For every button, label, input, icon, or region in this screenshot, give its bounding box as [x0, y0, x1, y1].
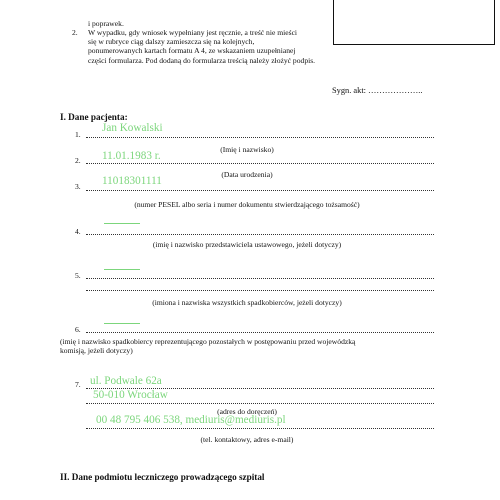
contact-value[interactable]: 00 48 795 406 538, mediuris@mediuris.pl [96, 414, 286, 426]
field7-number: 7. [75, 380, 81, 389]
pesel-value[interactable]: 11018301111 [102, 175, 162, 187]
instruction-item1-tail: i poprawek. [88, 19, 124, 28]
patient-name-value[interactable]: Jan Kowalski [102, 122, 163, 134]
field5-line2[interactable] [86, 290, 434, 291]
field7-caption: (adres do doręczeń) [217, 407, 277, 416]
instruction-item2-number: 2. [72, 28, 78, 37]
birth-date-value[interactable]: 11.01.1983 r. [102, 150, 161, 162]
field7-line3 [86, 428, 434, 429]
field5-ink-mark [104, 269, 140, 270]
field4-number: 4. [75, 227, 81, 236]
field6-caption-line1: (imię i nazwisko spadkobiercy reprezentującego pozostałych w postępowaniu przed wojewódzką [60, 337, 356, 346]
field4-caption: (imię i nazwisko przedstawiciela ustawowego, jeżeli dotyczy) [152, 240, 342, 249]
section2-title: II. Dane podmiotu leczniczego prowadzącego szpital [60, 472, 265, 482]
field5-number: 5. [75, 271, 81, 280]
field3-line [86, 190, 434, 191]
field6-caption-line2: komisją, jeżeli dotyczy) [60, 346, 133, 355]
form-header-box [333, 0, 495, 45]
address-line1-value[interactable]: ul. Podwale 62a [90, 375, 162, 387]
field3-caption: (numer PESEL albo seria i numer dokumentu stwierdzającego tożsamość) [134, 200, 360, 209]
field6-number: 6. [75, 325, 81, 334]
field3-number: 3. [75, 182, 81, 191]
field6-line[interactable] [86, 332, 434, 333]
instruction-item2-line2: się w rubryce ciąg dalszy zamieszcza się na kolejnych, [88, 37, 255, 46]
field7-contact-caption: (tel. kontaktowy, adres e-mail) [200, 435, 294, 444]
field2-number: 2. [75, 156, 81, 165]
field1-line [86, 137, 434, 138]
section1-title: I. Dane pacjenta: [60, 112, 128, 122]
field5-caption: (imiona i nazwiska wszystkich spadkobierców, jeżeli dotyczy) [152, 298, 342, 307]
instruction-item2-line1: W wypadku, gdy wniosek wypełniany jest ręcznie, a treść nie mieści [88, 28, 298, 37]
case-signature: Sygn. akt: ……………….. [332, 86, 423, 95]
field7-line2 [86, 403, 434, 404]
address-line2-value[interactable]: 50-010 Wrocław [93, 389, 168, 401]
field1-number: 1. [75, 130, 81, 139]
field4-ink-mark [104, 223, 140, 224]
field2-caption: (Data urodzenia) [221, 170, 273, 179]
field2-line [86, 163, 434, 164]
instruction-item2-line3: ponumerowanych kartach formatu A 4, ze wskazaniem uzupełnianej [88, 46, 296, 55]
field6-ink-mark [104, 323, 140, 324]
field5-line1[interactable] [86, 278, 434, 279]
field4-line[interactable] [86, 234, 434, 235]
field1-caption: (Imię i nazwisko) [220, 145, 274, 154]
instruction-item2-line4: części formularza. Pod dodaną do formularza treścią należy złożyć podpis. [88, 56, 316, 65]
